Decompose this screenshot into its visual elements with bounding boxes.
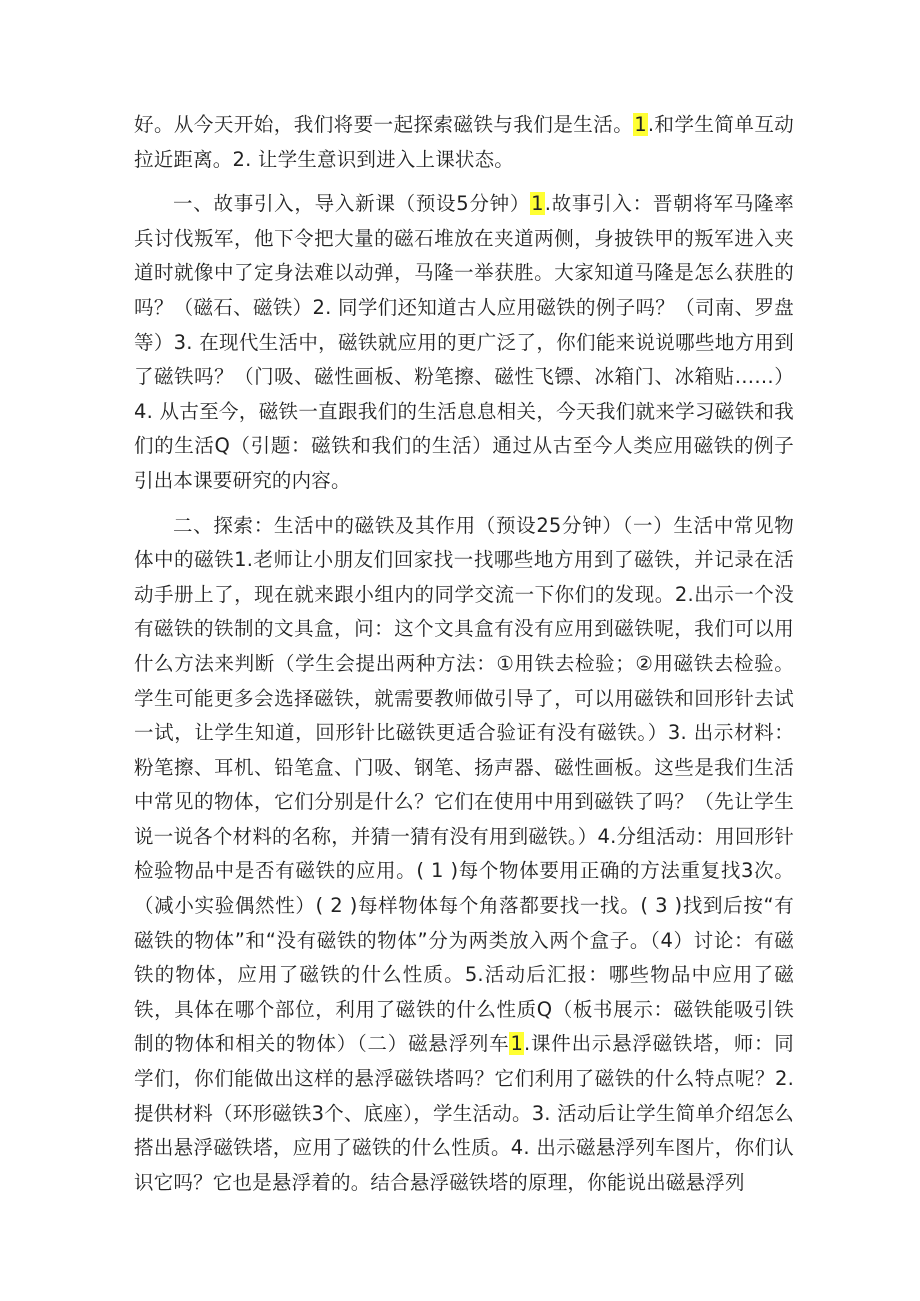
paragraph-intro-continuation — [134, 108, 794, 177]
highlighted-number: 1 — [634, 113, 647, 136]
highlighted-number: 1 — [510, 1032, 524, 1056]
text-segment: .课件出示悬浮磁铁塔，师：同学们，你们能做出这样的悬浮磁铁塔吗？它们利用了磁铁的什么特点呢？2. 提供材料（环形磁铁3个、底座），学生活动。3. 活动后让学生简单介绍怎么搭出悬浮磁铁塔，应用了磁铁的什么性质。4. 出示磁悬浮列车图片，你们认识它吗？它也是悬浮着的。结合悬浮磁铁塔的原理，你能说出磁悬浮列 — [134, 1032, 794, 1194]
document-page — [134, 108, 794, 1200]
text-segment: .和学生简单互动拉近距离。2. 让学生意识到进入上课状态。 — [134, 113, 794, 171]
paragraph-story-intro — [134, 187, 794, 498]
text-segment: 一、故事引入，导入新课（预设5分钟） — [173, 192, 531, 216]
highlighted-number: 1 — [531, 192, 544, 216]
paragraph-exploration — [134, 509, 794, 1201]
text-segment: 二、探索：生活中的磁铁及其作用（预设25分钟）（一）生活中常见物体中的磁铁1.老师让小朋友们回家找一找哪些地方用到了磁铁，并记录在活动手册上了，现在就来跟小组内的同学交流一下你们的发现。2.出示一个没有磁铁的铁制的文具盒，问：这个文具盒有没有应用到磁铁呢，我们可以用什么方法来判断（学生会提出两种方法：①用铁去检验；②用磁铁去检验。学生可能更多会选择磁铁，就需要教师做引导了，可以用磁铁和回形针去试一试，让学生知道，回形针比磁铁更适合验证有没有磁铁。）3. 出示材料：粉笔擦、耳机、铅笔盒、门吸、钢笔、扬声器、磁性画板。这些是我们生活中常见的物体，它们分别是什么？它们在使用中用到磁铁了吗？（先让学生说一说各个材料的名称，并猜一猜有没有用到磁铁。）4.分组活动：用回形针检验物品中是否有磁铁的应用。( 1 )每个物体要用正确的方法重复找3次。（减小实验偶然性）( 2 )每样物体每个角落都要找一找。( 3 )找到后按“有磁铁的物体”和“没有磁铁的物体”分为两类放入两个盒子。（4）讨论：有磁铁的物体，应用了磁铁的什么性质。5.活动后汇报：哪些物品中应用了磁铁，具体在哪个部位，利用了磁铁的什么性质Q（板书展示：磁铁能吸引铁制的物体和相关的物体）（二）磁悬浮列车 — [134, 513, 794, 1056]
text-segment: 好。从今天开始，我们将要一起探索磁铁与我们是生活。 — [134, 113, 634, 136]
text-segment: .故事引入：晋朝将军马隆率兵讨伐叛军，他下令把大量的磁石堆放在夹道两侧，身披铁甲的叛军进入夹道时就像中了定身法难以动弹，马隆一举获胜。大家知道马隆是怎么获胜的吗？（磁石、磁铁）2. 同学们还知道古人应用磁铁的例子吗？（司南、罗盘等）3. 在现代生活中，磁铁就应用的更广泛了，你们能来说说哪些地方用到了磁铁吗？（门吸、磁性画板、粉笔擦、磁性飞镖、冰箱门、冰箱贴……）4. 从古至今，磁铁一直跟我们的生活息息相关，今天我们就来学习磁铁和我们的生活Q（引题：磁铁和我们的生活）通过从古至今人类应用磁铁的例子引出本课要研究的内容。 — [134, 192, 794, 492]
